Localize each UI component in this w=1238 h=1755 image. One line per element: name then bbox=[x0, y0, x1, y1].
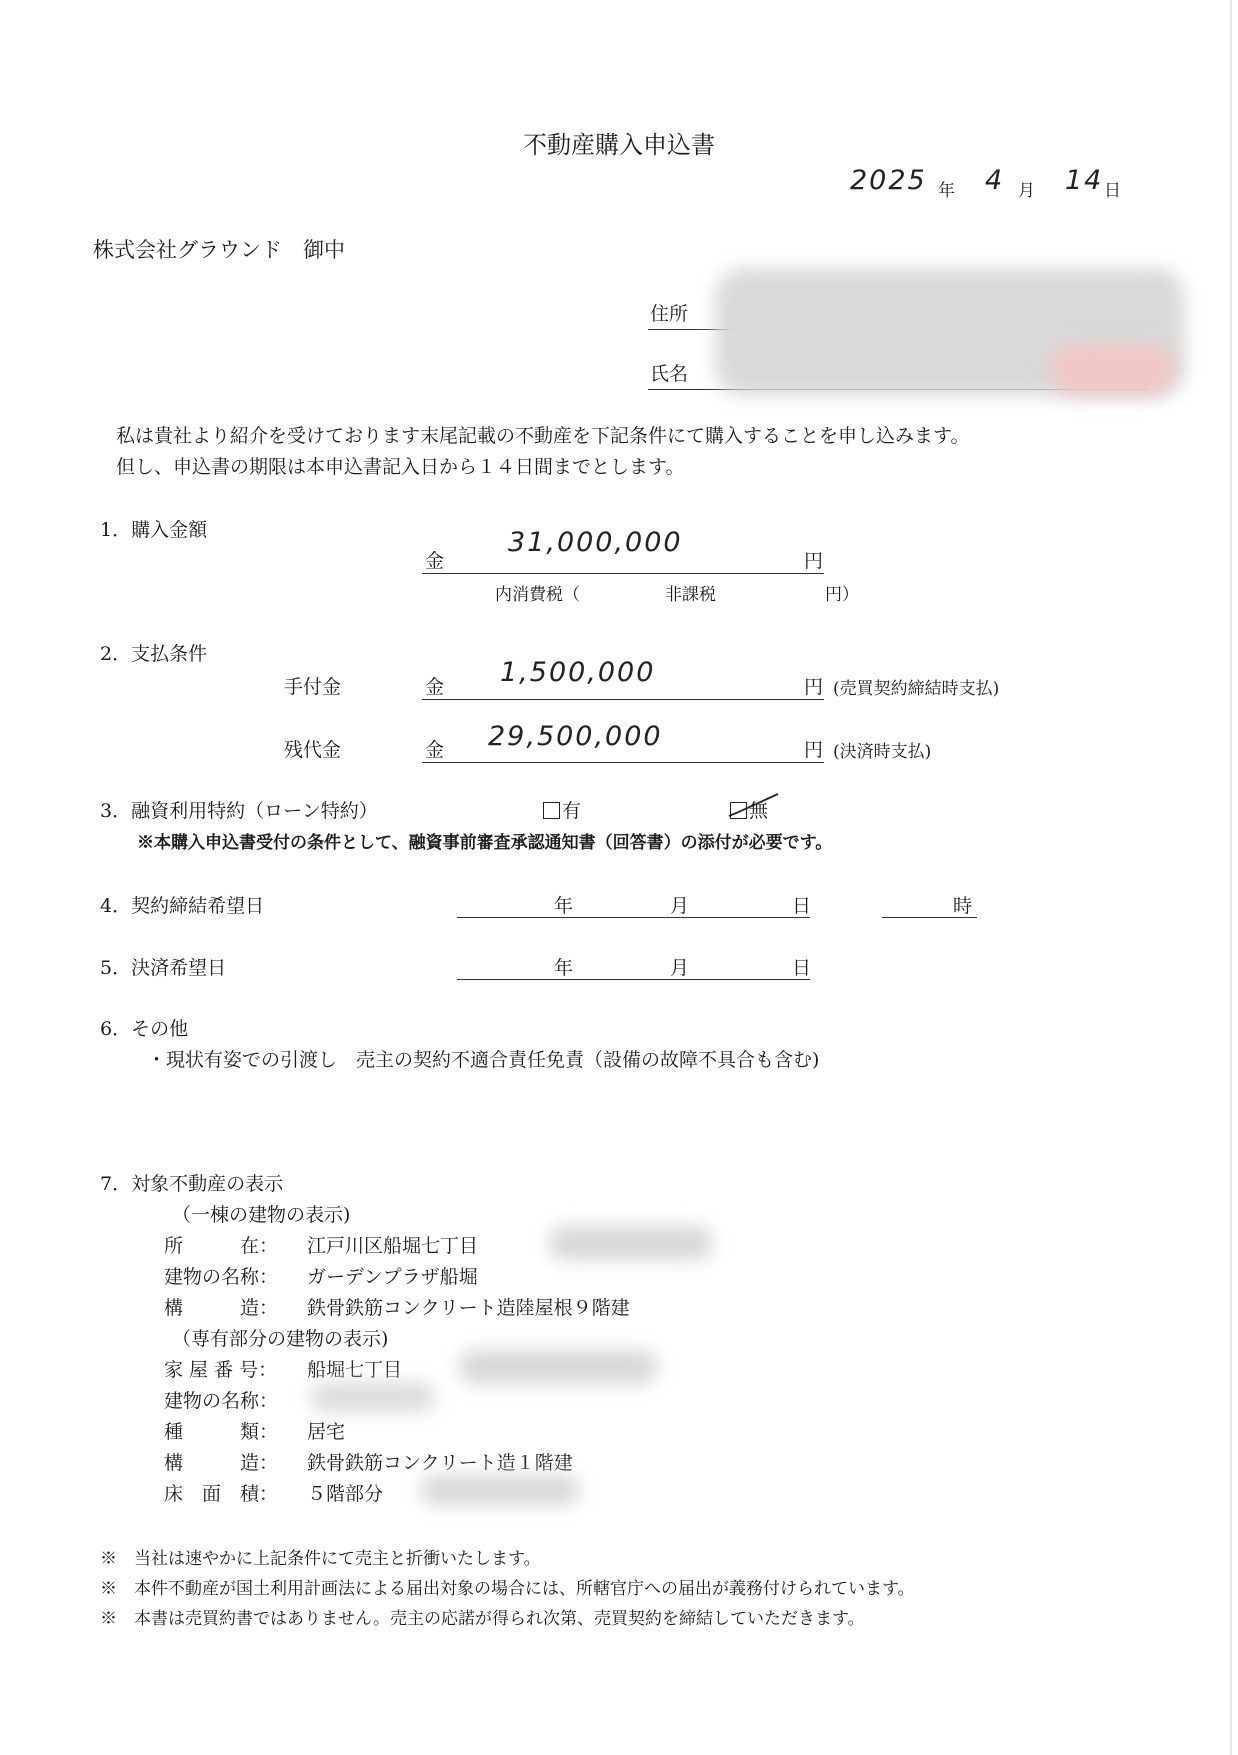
document-title: 不動産購入申込書 bbox=[523, 131, 715, 159]
property-heading: 7．対象不動産の表示 bbox=[100, 1173, 284, 1195]
note-3: ※ 本書は売買約書ではありません。売主の応諾が得られ次第、売買契約を締結していただきます。 bbox=[100, 1609, 865, 1629]
date-month-label: 月 bbox=[1018, 181, 1035, 201]
redaction-floor-area bbox=[420, 1475, 580, 1505]
location-label: 所 在： bbox=[164, 1235, 279, 1257]
structure-value: 鉄骨鉄筋コンクリート造陸屋根９階建 bbox=[307, 1297, 630, 1319]
settlement-date-underline bbox=[457, 979, 810, 980]
purchase-price-kin: 金 bbox=[425, 550, 445, 572]
settlement-year-label: 年 bbox=[554, 957, 574, 979]
loan-yes-label: 有 bbox=[562, 800, 582, 822]
building-name-label: 建物の名称： bbox=[164, 1266, 279, 1288]
floor-area-value: ５階部分 bbox=[307, 1483, 384, 1505]
tax-label: 内消費税（ bbox=[495, 585, 580, 605]
deposit-yen: 円 bbox=[804, 676, 824, 698]
redaction-unit-name bbox=[310, 1382, 435, 1412]
loan-no-label: 無 bbox=[749, 800, 769, 822]
loan-no-handwritten-check bbox=[726, 790, 782, 822]
contract-date-heading: 4．契約締結希望日 bbox=[100, 895, 265, 917]
balance-label: 残代金 bbox=[284, 739, 342, 761]
unit-structure-label: 構 造： bbox=[164, 1452, 279, 1474]
balance-note: (決済時支払) bbox=[833, 742, 932, 762]
balance-amount: 29,500,000 bbox=[488, 721, 663, 752]
balance-kin: 金 bbox=[425, 739, 445, 761]
other-item: ・現状有姿での引渡し 売主の契約不適合責任免責（設備の故障不具合も含む) bbox=[147, 1049, 820, 1071]
date-day-handwritten: 14 bbox=[1065, 165, 1104, 196]
building-header: （一棟の建物の表示) bbox=[172, 1204, 351, 1226]
settlement-day-label: 日 bbox=[792, 957, 812, 979]
structure-label: 構 造： bbox=[164, 1297, 279, 1319]
date-year-label: 年 bbox=[938, 181, 955, 201]
other-heading: 6．その他 bbox=[100, 1018, 189, 1040]
addressee: 株式会社グラウンド 御中 bbox=[93, 238, 345, 262]
date-year-handwritten: 2025 bbox=[850, 165, 927, 196]
house-number-value: 船堀七丁目 bbox=[307, 1359, 403, 1381]
loan-clause-heading: 3．融資利用特約（ローン特約） bbox=[100, 800, 378, 822]
tax-close: 円） bbox=[825, 585, 859, 605]
contract-day-label: 日 bbox=[792, 895, 812, 917]
date-month-handwritten: 4 bbox=[985, 165, 1005, 196]
purchase-price-underline bbox=[422, 573, 824, 574]
deposit-kin: 金 bbox=[425, 676, 445, 698]
redaction-seal bbox=[1050, 345, 1175, 395]
balance-yen: 円 bbox=[804, 739, 824, 761]
contract-year-label: 年 bbox=[554, 895, 574, 917]
settlement-date-heading: 5．決済希望日 bbox=[100, 957, 227, 979]
loan-clause-note: ※本購入申込書受付の条件として、融資事前審査承認通知書（回答書）の添付が必要です。 bbox=[137, 833, 833, 853]
intro-line-1: 私は貴社より紹介を受けております末尾記載の不動産を下記条件にて購入することを申し込みます。 bbox=[116, 425, 970, 447]
tax-value: 非課税 bbox=[665, 585, 716, 605]
redaction-house-number bbox=[458, 1350, 658, 1384]
unit-header: （専有部分の建物の表示) bbox=[172, 1328, 389, 1350]
kind-label: 種 類： bbox=[164, 1421, 279, 1443]
purchase-price-amount: 31,000,000 bbox=[508, 527, 683, 558]
purchase-price-heading: 1．購入金額 bbox=[100, 519, 208, 541]
payment-terms-heading: 2．支払条件 bbox=[100, 643, 208, 665]
contract-hour-underline bbox=[882, 917, 977, 918]
deposit-amount: 1,500,000 bbox=[500, 657, 656, 688]
deposit-label: 手付金 bbox=[284, 676, 342, 698]
loan-yes-checkbox[interactable] bbox=[543, 802, 560, 819]
loan-yes-option[interactable] bbox=[543, 796, 581, 823]
contract-hour-label: 時 bbox=[953, 895, 973, 917]
deposit-underline bbox=[422, 699, 824, 700]
floor-area-label: 床 面 積： bbox=[164, 1483, 279, 1505]
note-1: ※ 当社は速やかに上記条件にて売主と折衝いたします。 bbox=[100, 1549, 541, 1569]
note-2: ※ 本件不動産が国土利用計画法による届出対象の場合には、所轄官庁への届出が義務付けられています。 bbox=[100, 1579, 915, 1599]
address-label: 住所 bbox=[650, 303, 689, 325]
redaction-location bbox=[548, 1226, 713, 1260]
intro-line-2: 但し、申込書の期限は本申込書記入日から１４日間までとします。 bbox=[116, 456, 685, 478]
balance-underline bbox=[422, 762, 824, 763]
contract-month-label: 月 bbox=[670, 895, 690, 917]
unit-structure-value: 鉄骨鉄筋コンクリート造１階建 bbox=[307, 1452, 573, 1474]
deposit-note: (売買契約締結時支払) bbox=[833, 679, 1000, 699]
kind-value: 居宅 bbox=[307, 1421, 346, 1443]
page-edge bbox=[1230, 0, 1232, 1755]
date-day-label: 日 bbox=[1104, 181, 1121, 201]
building-name-value: ガーデンプラザ船堀 bbox=[307, 1266, 478, 1288]
purchase-price-yen: 円 bbox=[804, 550, 824, 572]
settlement-month-label: 月 bbox=[670, 957, 690, 979]
house-number-label: 家 屋 番 号： bbox=[164, 1359, 278, 1381]
unit-name-label: 建物の名称： bbox=[164, 1390, 279, 1412]
name-label: 氏名 bbox=[650, 363, 689, 385]
location-value: 江戸川区船堀七丁目 bbox=[307, 1235, 479, 1257]
contract-date-underline bbox=[457, 917, 810, 918]
